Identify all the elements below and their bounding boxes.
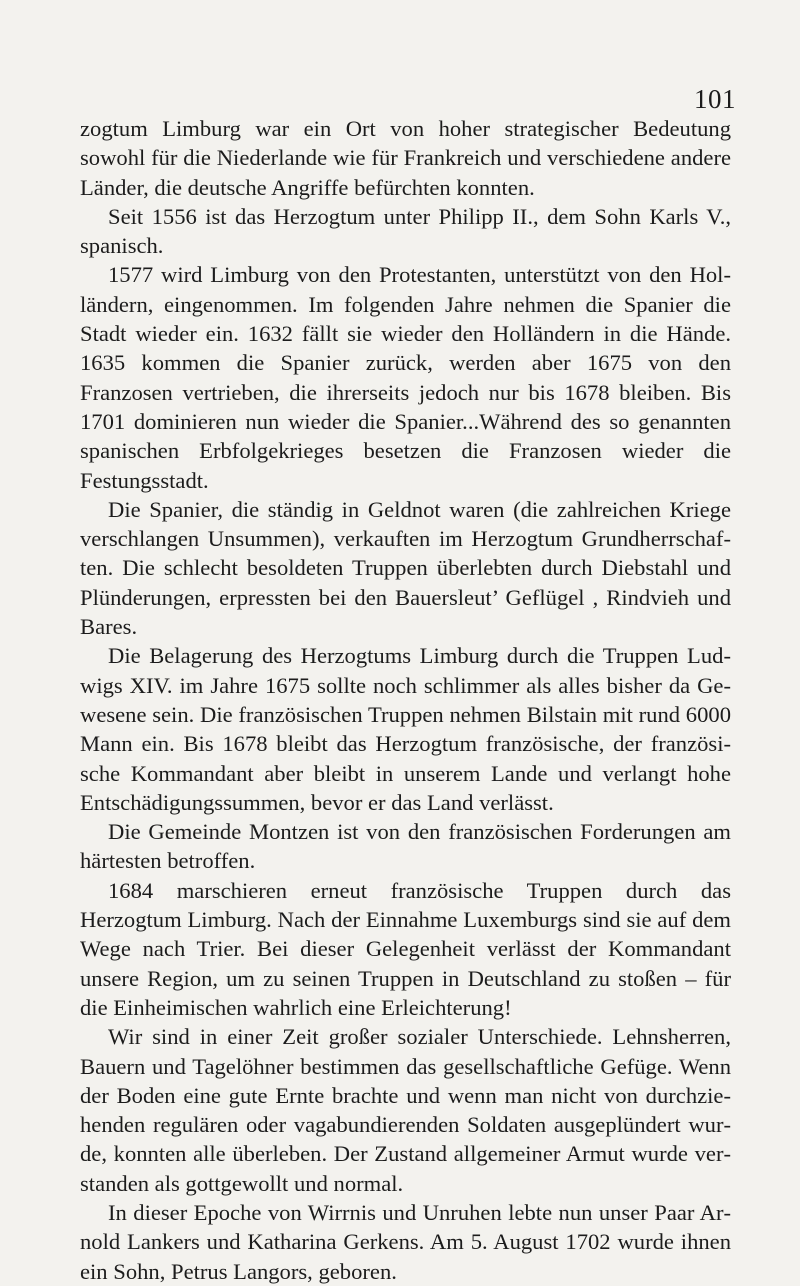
- paragraph-limburg-strategic: zogtum Limburg war ein Ort von hoher strategischer Bedeutung sowohl für die Niederlande wie für Frankreich und verschiedene andere Länder, die deutsche Angriffe befürchten konnten.: [80, 116, 731, 200]
- paragraph-1684-troops: 1684 marschieren erneut französische Truppen durch das Herzogtum Limburg. Nach der Einnahme Luxemburgs sind sie auf dem Wege nach Trier. Bei dieser Gelegenheit verlässt der Kommandant unsere Region, um zu seinen Truppen in Deutschland zu stoßen – für die Einheimischen wahrlich eine Erleichterung!: [80, 877, 731, 1020]
- paragraph-siege-1675: Die Belagerung des Herzogtums Limburg durch die Truppen Ludwigs XIV. im Jahre 1675 sollte noch schlimmer als alles bisher da Gewesene sein. Die französischen Truppen nehmen Bilstain mit rund 6000 Mann ein. Bis 1678 bleibt das Herzogtum französische, der französische Kommandant aber bleibt in unserem Lande und verlangt hohe Entschädigungssummen, bevor er das Land verlässt.: [80, 643, 731, 815]
- body-text: [80, 114, 731, 1286]
- paragraph-1556-spanish: Seit 1556 ist das Herzogtum unter Philipp II., dem Sohn Karls V., spanisch.: [80, 203, 731, 259]
- page-number: 101: [694, 84, 736, 114]
- paragraph-1577-protestants: 1577 wird Limburg von den Protestanten, unterstützt von den Holländern, eingenommen. Im folgenden Jahre nehmen die Spanier die Stadt wieder ein. 1632 fällt sie wieder den Holländern in die Hände. 1635 kommen die Spanier zurück, werden aber 1675 von den Franzosen vertrieben, die ihrerseits jedoch nur bis 1678 bleiben. Bis 1701 dominieren nun wieder die Spanier...Während des so genannten spanischen Erbfolgekrieges besetzen die Franzosen wieder die Festungsstadt.: [80, 262, 731, 493]
- paragraph-montzen: Die Gemeinde Montzen ist von den französischen Forderungen am härtesten betroffen.: [80, 819, 731, 874]
- paragraph-spanish-money: Die Spanier, die ständig in Geldnot waren (die zahlreichen Kriege verschlangen Unsummen), verkauften im Herzogtum Grundherrschaften. Die schlecht besoldeten Truppen überlebten durch Diebstahl und Plünderungen, erpressten bei den Bauersleut’ Geflügel , Rindvieh und Bares.: [80, 496, 731, 640]
- paragraph-arnold-lankers: In dieser Epoche von Wirrnis und Unruhen lebte nun unser Paar Arnold Lankers und Katharina Gerkens. Am 5. August 1702 wurde ihnen ein Sohn, Petrus Langors, geboren.: [80, 1199, 731, 1284]
- paragraph-social-differences: Wir sind in einer Zeit großer sozialer Unterschiede. Lehnsherren, Bauern und Tagelöhner bestimmen das gesellschaftliche Gefüge. Wenn der Boden eine gute Ernte brachte und wenn man nicht von durchziehenden regulären oder vagabundierenden Soldaten ausgeplündert wurde, konnten alle überleben. Der Zustand allgemeiner Armut wurde verstanden als gottgewollt und normal.: [80, 1024, 731, 1196]
